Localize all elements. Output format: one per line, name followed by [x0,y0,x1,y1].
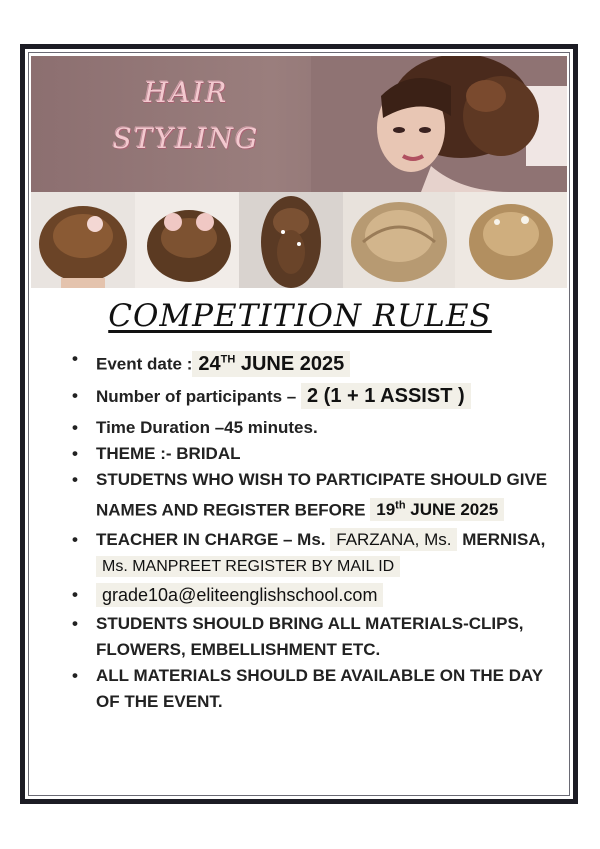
hairstyle-photo-strip [31,192,567,288]
event-date-value [192,351,350,377]
bullet-icon: • [72,417,78,437]
register-text: STUDETNS WHO WISH TO PARTICIPATE SHOULD GIVE NAMES AND REGISTER BEFORE [96,469,548,520]
bun-rose-photo [135,192,239,288]
list-item [60,527,560,580]
bullet-icon: • [72,349,78,368]
register-day: 19 [376,500,396,520]
email-link[interactable]: grade10a@eliteenglishschool.com [96,583,383,607]
hero-banner [31,56,567,192]
list-item [60,611,560,663]
heading-text: COMPETITION RULES [108,298,492,334]
list-item [60,467,560,524]
list-item [60,580,560,611]
page-heading [0,298,600,334]
theme-text: THEME :- BRIDAL [96,443,241,463]
event-date-label: Event date : [96,354,193,374]
event-date-sup: TH [220,353,236,365]
blonde-bun-photo [455,192,567,288]
braid-pearl-photo [239,192,343,288]
list-item [60,380,560,413]
available-text: ALL MATERIALS SHOULD BE AVAILABLE ON THE DAY OF THE EVENT. [96,666,543,712]
event-date-day: 24 [198,352,221,375]
register-date-value [370,498,504,521]
bullet-icon: • [72,469,78,489]
list-item [60,663,560,715]
list-item [60,415,560,441]
teacher-names-3: Ms. MANPREET REGISTER BY MAIL ID [96,556,400,577]
bullet-icon: • [72,443,78,463]
event-date-rest: JUNE 2025 [235,352,345,375]
bullet-icon: • [72,530,78,550]
rules-list [60,344,560,715]
register-sup: th [395,499,406,512]
participants-value: 2 (1 + 1 ASSIST ) [301,383,471,409]
bullet-icon: • [72,385,78,405]
bullet-icon: • [72,585,78,605]
participants-label: Number of participants – [96,386,301,406]
teacher-names-1: FARZANA, Ms. [330,528,457,551]
list-item [60,441,560,467]
list-item [60,344,560,380]
bullet-icon: • [72,666,78,686]
teacher-label: TEACHER IN CHARGE – Ms. [96,530,331,550]
teacher-names-2: MERNISA, [462,530,546,550]
bullet-icon: • [72,614,78,634]
duration-text: Time Duration –45 minutes. [96,417,318,437]
register-rest: JUNE 2025 [405,500,499,520]
title-line-styling: STYLING [112,122,260,155]
bring-text: STUDENTS SHOULD BRING ALL MATERIALS-CLIPS, FLOWERS, EMBELLISHMENT ETC. [96,614,524,660]
woman-hairstyle-photo [311,56,567,192]
title-line-hair: HAIR [143,76,229,109]
hero-title [101,70,271,162]
blonde-updo-photo [343,192,455,288]
bun-flower-photo [31,192,135,288]
